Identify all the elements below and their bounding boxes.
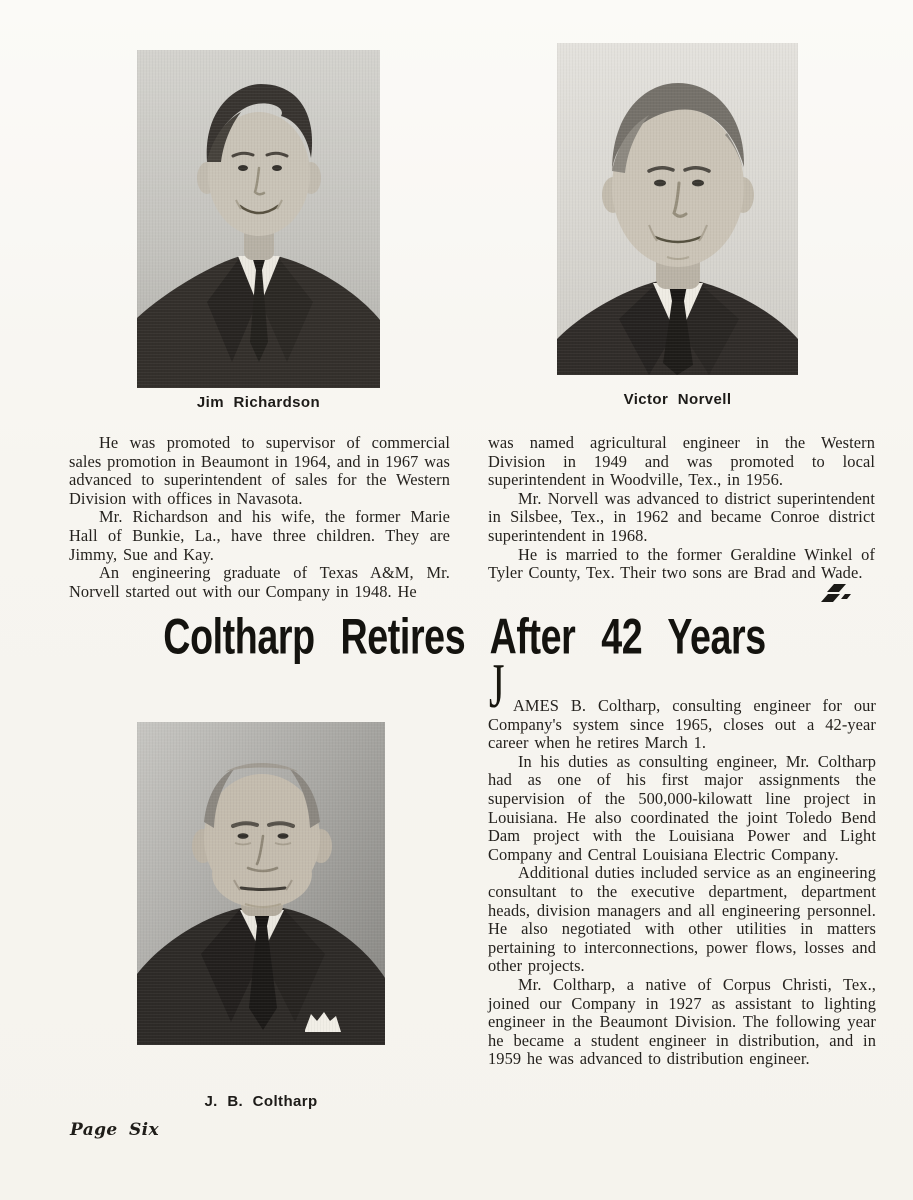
victor-norvell-caption: Victor Norvell bbox=[623, 391, 732, 408]
body-paragraph: Mr. Norvell was advanced to district superintendent in Silsbee, Tex., in 1962 and became Conroe district superintendent in 1968. bbox=[488, 488, 875, 545]
body-paragraph: Mr. Coltharp, a native of Corpus Christi, Tex., joined our Company in 1927 as assistant to lighting engineer in the Beaumont Division. The following year he became a student engineer in distribution, and in 1959 he was advanced to distribution engineer. bbox=[488, 974, 876, 1069]
victor-norvell-portrait bbox=[557, 43, 798, 375]
body-paragraph: He was promoted to supervisor of commercial sales promotion in Beaumont in 1964, and in 1967 was advanced to superintendent of sales for the Western Division with offices in Navasota. bbox=[69, 433, 450, 508]
page-number-label: Page Six bbox=[70, 1120, 160, 1140]
right-text-column bbox=[488, 434, 875, 583]
article-lead-paragraph: AMES B. Coltharp, consulting engineer for our Company's system since 1965, closes out a 42-year career when he retires March 1. bbox=[488, 696, 876, 753]
body-paragraph: In his duties as consulting engineer, Mr. Coltharp had as one of his first major assignments the supervision of the 500,000-kilowatt line project in Louisiana. He also coordinated the joint Toledo Bend Dam project with the Louisiana Power and Light Company and Central Louisiana Electric Company. bbox=[488, 751, 876, 864]
jim-richardson-photo bbox=[137, 50, 380, 388]
drop-cap-j: J bbox=[489, 650, 505, 721]
jb-coltharp-photo bbox=[137, 722, 385, 1045]
article-headline bbox=[28, 607, 901, 665]
body-paragraph: He is married to the former Geraldine Winkel of Tyler County, Tex. Their two sons are Brad and Wade. bbox=[488, 544, 875, 583]
body-paragraph: was named agricultural engineer in the Western Division in 1949 and was promoted to local superintendent in Woodville, Tex., in 1956. bbox=[488, 433, 875, 490]
jim-richardson-caption: Jim Richardson bbox=[196, 394, 321, 411]
jim-richardson-portrait bbox=[137, 50, 380, 388]
victor-norvell-photo bbox=[557, 43, 798, 375]
body-paragraph: Additional duties included service as an engineering consultant to the executive department, department heads, division managers and all engineering personnel. He also negotiated with other utilities in matters pertaining to interconnections, power flows, losses and other projects. bbox=[488, 863, 876, 976]
left-text-column bbox=[69, 434, 450, 601]
jb-coltharp-caption: J. B. Coltharp bbox=[204, 1093, 318, 1110]
body-paragraph: An engineering graduate of Texas A&M, Mr. Norvell started out with our Company in 1948. He bbox=[69, 563, 450, 601]
body-paragraph: Mr. Richardson and his wife, the former Marie Hall of Bunkie, La., have three children. They are Jimmy, Sue and Kay. bbox=[69, 507, 450, 564]
headline-text: Coltharp Retires After 42 Years bbox=[163, 607, 766, 664]
jb-coltharp-portrait bbox=[137, 722, 385, 1045]
coltharp-article-column bbox=[488, 650, 876, 1069]
company-flash-mark-icon bbox=[820, 584, 852, 603]
